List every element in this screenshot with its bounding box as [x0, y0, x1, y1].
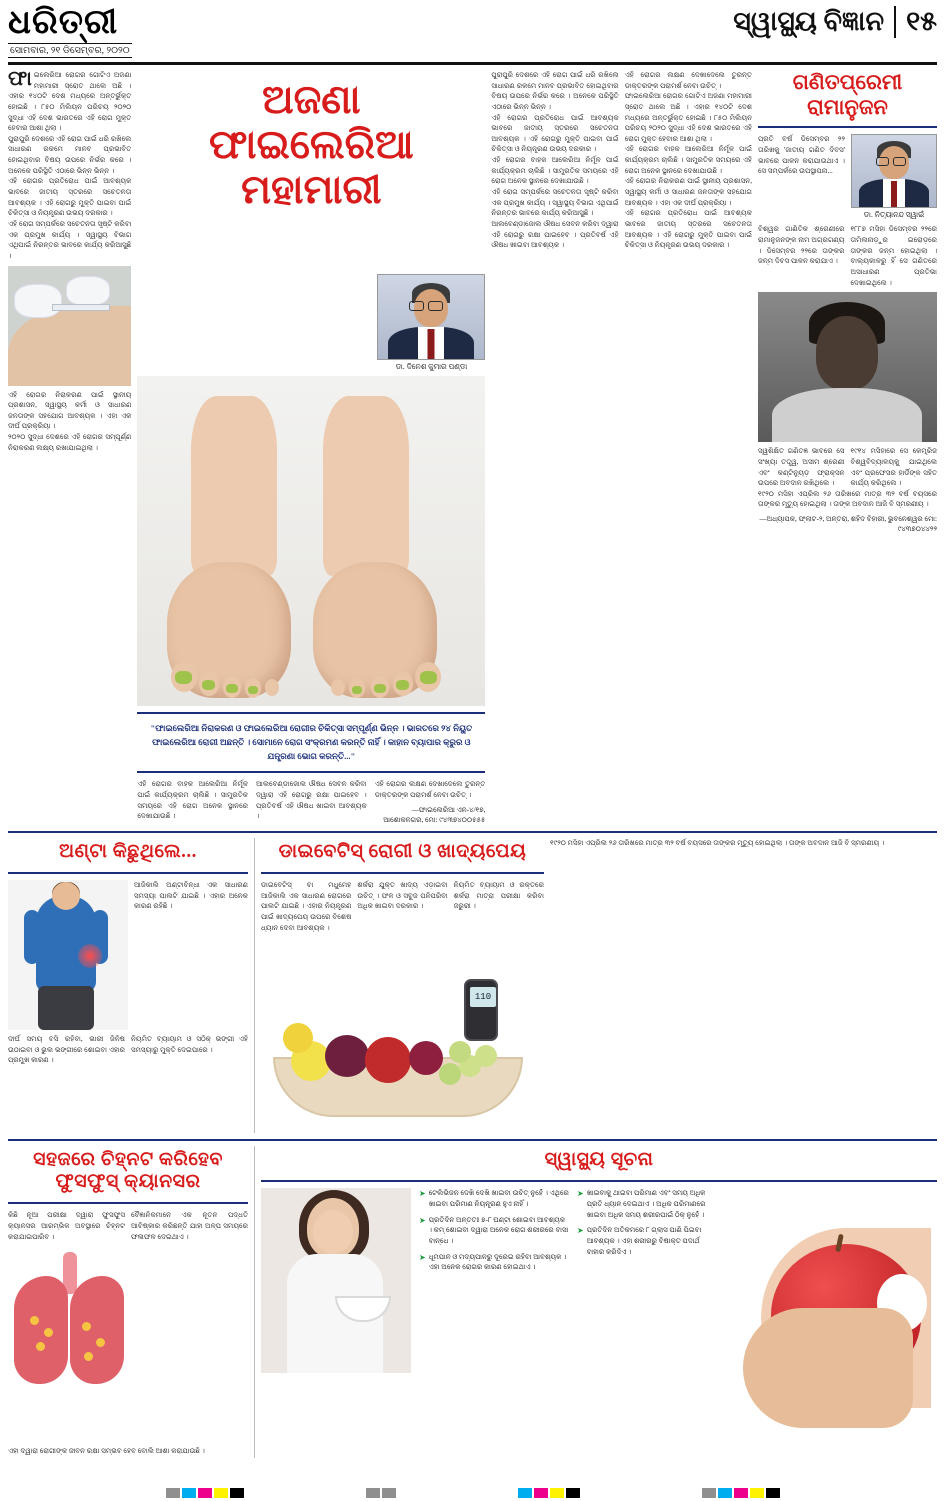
main-grid [8, 70, 937, 825]
portrait-face [816, 316, 878, 390]
tip-text: ଟେଲିଭିଜନ ଦେଖି ଦେଖି ଖାଇବା ଉଚିତ୍ ନୁହେଁ । ଏଥିରେ ଖାଇବା ପରିମାଣ ନିୟନ୍ତ୍ରଣ ହୁଏ ନାହିଁ । [428, 1189, 569, 1208]
lead-col4-p2: ଫାଇଲେରିଆ ରୋଗର ଗୋଟିଏ ଅଜଣା ମହାମାରୀ ସ୍ରୋତ ଥାଲେ ଅଛି । ଏହାର ୧୪୦ଟି ଦେଶ ମଧ୍ୟରେ ଅନ୍ତର୍ଭୁକ୍ତ ହୋଇଛି । ୮୫୦ ମିଲିୟନ ପରିଚୟ ୨୦୨୦ ସୁଦ୍ଧା ଏହି ଦେଶ ଭାରତରେ ଏହି ରୋଗ ମୁକ୍ତ ହେବାର ଆଶା ଥିଲା । [624, 92, 752, 143]
bottom-row-2 [8, 1139, 937, 1458]
pain-indicator-icon [78, 944, 102, 968]
arrow-icon: ➤ [419, 1189, 426, 1199]
tip-text: ପ୍ରତିଦିନ ଅତିକମରେ ୮ ଗ୍ଲାସ ପାଣି ପିଇବା ଆବଶ୍ୟକ । ଏହା ଶରୀରରୁ ବିଷାକ୍ତ ପଦାର୍ଥ ବାହାର କରିଦିଏ । [586, 1226, 702, 1256]
glasses-left-icon [876, 157, 889, 166]
glasses-right-icon [893, 157, 906, 166]
column-2-feature [137, 70, 485, 825]
back-pain-title: ଅଣ୍ଟା କିଛୁଥିଲେ... [59, 841, 197, 863]
right-big-toenail [420, 671, 437, 684]
lead-headline [137, 70, 485, 270]
column-4 [625, 70, 752, 825]
swatch-cyan [182, 1488, 196, 1498]
tips-column-2 [577, 1188, 717, 1458]
lung-title-line-1: ସହଜରେ ଚିହ୍ନଟ କରିହେବ [33, 1149, 223, 1171]
diabetes-p1: ଡାଇବେଟିସ୍ ବା ମଧୁମେହ ଆଜିକାଲି ଏକ ସାଧାରଣ ରୋଗରେ ପାଲଟି ଯାଇଛି । ଏହାର ନିୟନ୍ତ୍ରଣ ପାଇଁ ଖାଦ୍ୟପେୟ ଉପରେ ବିଶେଷ ଧ୍ୟାନ ଦେବା ଆବଶ୍ୟକ । [261, 881, 352, 932]
ramanujan-p2: ୧୮୮୭ ମସିହା ଡିସେମ୍ବର ୨୨ରେ ତାମିଲନାଡ଼ୁର ଇରୋଡ଼ରେ ତାଙ୍କର ଜନ୍ମ ହୋଇଥିଲା । ବାଲ୍ୟକାଳରୁ ହିଁ ସେ ଗଣିତରେ ଅସାଧାରଣ ପ୍ରତିଭା ଦେଖାଇଥିଲେ । [850, 225, 938, 287]
back-pain-photo [8, 880, 128, 1030]
right-toenail-3 [374, 684, 386, 693]
ramanujan-p5: ୧୯୨୦ ମସିହା ଏପ୍ରିଲ ୨୬ ତାରିଖରେ ମାତ୍ର ୩୨ ବର୍ଷ ବୟସରେ ତାଙ୍କର ମୃତ୍ୟୁ ହୋଇଥିଲା । ତାଙ୍କ ଅବଦାନ ଆଜି ବି ସ୍ମରଣୀୟ । [757, 489, 937, 509]
ramanujan-title [758, 70, 937, 120]
section-header [733, 6, 937, 38]
health-tips-title: ସ୍ୱାସ୍ଥ୍ୟ ସୂଚନା [544, 1149, 654, 1171]
lead-author-caption: ଡା. ଦିନେଶ କୁମାର ପଣ୍ଡା [395, 362, 468, 371]
tip-text: ଧୂମପାନ ଓ ମଦ୍ୟପାନରୁ ଦୂରେଇ ରହିବା ଆବଶ୍ୟକ । ଏହା ଅନେକ ରୋଗର କାରଣ ହୋଇଥାଏ । [428, 1252, 567, 1272]
portrait-torso [772, 388, 922, 442]
lung-left [14, 1276, 68, 1384]
lead-col1-p3: ଏହି ରୋଗର ପ୍ରତିରୋଧ ପାଇଁ ଆବଶ୍ୟକ ଭାବରେ ଜାତୀୟ ସ୍ତରରେ ସଚେତନତା ଆବଶ୍ୟକ । ଏହି ରୋଗରୁ ମୁକ୍ତି ପାଇବା ପାଇଁ ଚିକିତ୍ସା ଓ ନିୟନ୍ତ୍ରଣ ଉଭୟ ଦରକାର । [8, 177, 132, 218]
apple-bite-photo [725, 1188, 937, 1458]
column-5-ramanujan [758, 70, 937, 825]
lead-col4-p5: ଏହି ରୋଗର ପ୍ରତିରୋଧ ପାଇଁ ଆବଶ୍ୟକ ଭାବରେ ଜାତୀୟ ସ୍ତରରେ ସଚେତନତା ଆବଶ୍ୟକ । ଏହି ରୋଗରୁ ମୁକ୍ତି ପାଇବା ପାଇଁ ଚିକିତ୍ସା ଓ ନିୟନ୍ତ୍ରଣ ଉଭୟ ଦରକାର । [624, 209, 752, 250]
right-toenail-2 [396, 680, 409, 690]
lead-col3-p5: ଆଲବେଣ୍ଡାଜୋଲ ଔଷଧ ସେବନ କରିବା ଦ୍ୱାରା ଏହି ରୋଗରୁ ରକ୍ଷା ପାଇହେବ । ପ୍ରତିବର୍ଷ ଏହି ଔଷଧ ଖାଇବା ଆବଶ୍ୟକ । [491, 219, 619, 250]
lung-cancer-article [8, 1146, 248, 1458]
leg-shape [8, 306, 131, 385]
back-pain-article [8, 838, 248, 1133]
arrow-icon: ➤ [419, 1252, 426, 1262]
swatch-black-3 [766, 1488, 780, 1498]
man-head [52, 882, 80, 910]
swatch-cyan-3 [718, 1488, 732, 1498]
lead-col1-p4: ଏହି ରୋଗ ସମ୍ପର୍କରେ ସଚେତନତା ସୃଷ୍ଟି କରିବା ଏକ ପ୍ରମୁଖ କାର୍ଯ୍ୟ । ସ୍ୱାସ୍ଥ୍ୟ ବିଭାଗ ଏଥିପାଇଁ ନିରନ୍ତର ଭାବରେ କାର୍ଯ୍ୟ କରିଆସୁଛି । [8, 219, 132, 260]
diabetes-p3: ନିୟମିତ ବ୍ୟାୟାମ ଓ ରକ୍ତରେ ଶର୍କରା ମାତ୍ରା ପରୀକ୍ଷା କରିବା ଜରୁରୀ । [453, 881, 544, 911]
author-photo [377, 274, 485, 360]
divider-blue-1 [758, 126, 937, 128]
lead-col1-p6: ୨୦୨୦ ସୁଦ୍ଧା ଦେଶରେ ଏହି ରୋଗର ସମ୍ପୂର୍ଣ୍ଣ ନିରାକରଣ ଲକ୍ଷ୍ୟ ରଖାଯାଇଥିଲା । [8, 433, 132, 452]
lead-col3-p2: ଏହି ରୋଗର ପ୍ରତିରୋଧ ପାଇଁ ଆବଶ୍ୟକ ଭାବରେ ଜାତୀୟ ସ୍ତରରେ ସଚେତନତା ଆବଶ୍ୟକ । ଏହି ରୋଗରୁ ମୁକ୍ତି ପାଇବା ପାଇଁ ଚିକିତ୍ସା ଓ ନିୟନ୍ତ୍ରଣ ଉଭୟ ଦରକାର । [491, 113, 619, 154]
section-title: ସ୍ୱାସ୍ଥ୍ୟ ବିଜ୍ଞାନ [733, 6, 885, 36]
pull-quote: "ଫାଇଲେରିଆ ନିରାକରଣ ଓ ଫାଇଲେରିଆ ରୋଗୀର ଚିକିତ୍ସା ସମ୍ପୂର୍ଣ୍ଣ ଭିନ୍ନ । ଭାରତରେ ୨୪ ନିୟୁତ ଫାଇଲେରିଆ ରୋଗୀ ଅଛନ୍ତି । ସୋମାନେ ରୋଗ ସଂକ୍ରମଣ କରନ୍ତି ନାହିଁ । କାହାନ ବ୍ୟାପାର କ୍ରୁର ଓ ଯନ୍ତ୍ରଣା ଭୋଗ କରନ୍ତି..." [137, 712, 485, 773]
glove-right-icon [66, 276, 110, 306]
ramanujan-title-line-1: ଗଣିତପ୍ରେମୀ [792, 70, 903, 94]
lung-p1: କିଛି ନୂଆ ପରୀକ୍ଷା ଦ୍ୱାରା ଫୁସଫୁସ କ୍ୟାନସର ଆରମ୍ଭିକ ଅବସ୍ଥାରେ ଚିହ୍ନଟ କରାଯାଇପାରିବ । [8, 1211, 125, 1241]
bottom-row-1 [8, 831, 937, 1133]
fruit-bowl-photo [261, 933, 544, 1133]
left-toe-5 [265, 679, 279, 696]
headline-line-1: ଅଜଣା [262, 77, 361, 122]
ramanujan-title-line-2: ରାମାନୁଜନ [807, 95, 888, 120]
lead-col4-p4: ଏହି ରୋଗର ନିରାକରଣ ପାଇଁ ସ୍ଥାନୀୟ ପ୍ରଶାସନ, ସ୍ୱାସ୍ଥ୍ୟ କର୍ମୀ ଓ ସାଧାରଣ ଜନତାଙ୍କ ସହଯୋଗ ଆବଶ୍ୟକ । ଏହା ଏକ ଦୀର୍ଘ ପ୍ରକ୍ରିୟା । [624, 177, 752, 207]
diabetes-p2: ଶର୍କରା ଯୁକ୍ତ ଖାଦ୍ୟ ଏଡ଼ାଇବା ଉଚିତ୍ । ଫଳ ଓ ସବୁଜ ପନିପରିବା ଅଧିକ ଖାଇବା ଦରକାର । [357, 881, 448, 911]
swatch-magenta-3 [734, 1488, 748, 1498]
divider-blue-3 [261, 872, 544, 874]
left-toenail-3 [226, 684, 238, 693]
swatch-cyan-2 [518, 1488, 532, 1498]
ramanujan-p1: ବିଶ୍ୱର ଗାଣିତିକ ଶ୍ରେଣୀରେ ରାମାନୁଜନଙ୍କ ନାମ ଅଗ୍ରଗଣ୍ୟ । ଡିସେମ୍ବର ୨୨ରେ ତାଙ୍କର ଜନ୍ମ ଦିବସ ପାଳନ କରାଯାଏ । [757, 225, 845, 266]
ramanujan-p4: ୧୯୧୪ ମସିହାରେ ସେ କେମ୍ବ୍ରିଜ ବିଶ୍ୱବିଦ୍ୟାଳୟକୁ ଯାଇଥିଲେ ଏବଂ ପ୍ରଫେସର ହାର୍ଡିଙ୍କ ସହିତ କାର୍ଯ୍ୟ କରିଥିଲେ । [850, 447, 938, 488]
lead-col4-p1: ଏହି ରୋଗର ଲକ୍ଷଣ ଦେଖାଦେଲେ ତୁରନ୍ତ ଡାକ୍ତରଙ୍କ ପରାମର୍ଶ ନେବା ଉଚିତ୍ । [624, 71, 752, 90]
swatch-black-2 [566, 1488, 580, 1498]
tip-text: ଖାଇବାକୁ ଥାଇବା ପରିମାଣ ଏବଂ ସମୟ ଅଧିକ ପ୍ରତି ଧ୍ୟାନ ଦେଇଥାଏ । ଅଧିକ ପରିମାଣରେ ଖାଇବା ଅଧିକ ସମୟ ଶରୀରପାଇଁ ଠିକ୍ ନୁହେଁ । [586, 1189, 706, 1219]
right-toenail-4 [352, 686, 362, 694]
lead-col1-p1: ଫାଇଲେରିଆ ରୋଗର ଗୋଟିଏ ଅଜଣା ମହାମାରୀ ସ୍ରୋତ ଥାଲେ ଅଛି । ଏହାର ୧୪୦ଟି ଦେଶ ମଧ୍ୟରେ ଅନ୍ତର୍ଭୁକ୍ତ ହୋଇଛି । ୮୫୦ ମିଲିୟନ ପରିଚୟ ୨୦୨୦ ସୁଦ୍ଧା ଏହି ଦେଶ ଭାରତରେ ଏହି ରୋଗ ମୁକ୍ତ ହେବାର ଆଶା ଥିଲା । [8, 68, 132, 133]
lead-author-block [137, 274, 485, 372]
fruit-apple [365, 1037, 411, 1083]
glasses-right-icon [428, 301, 443, 311]
swatch-black [230, 1488, 244, 1498]
publication-logo: ଧରିତ୍ରୀ [8, 4, 119, 41]
lead-col2-p3: ଏହି ରୋଗର ଲକ୍ଷଣ ଦେଖାଦେଲେ ତୁରନ୍ତ ଡାକ୍ତରଙ୍କ ପରାମର୍ଶ ନେବା ଉଚିତ୍ । [374, 780, 486, 799]
lead-col2-p1: ଏହି ରୋଗର ବାହକ ଆଲେରିଆ ନିର୍ମୂଳ ପାଇଁ କାର୍ଯ୍ୟକ୍ରମ ଚାଲିଛି । ସାମ୍ପ୍ରତିକ ସମୟରେ ଏହି ରୋଗ ଅନେକ ସ୍ଥାନରେ ଦେଖାଯାଉଛି । [137, 780, 248, 821]
headline-line-2: ଫାଇଲେରିଆ [209, 121, 414, 167]
diabetes-title: ଡାଇବେଟିସ୍ ରୋଗୀ ଓ ଖାଦ୍ୟପେୟ [278, 841, 527, 863]
woman-eating-photo [261, 1188, 411, 1373]
ramanujan-signature: —ଅଧ୍ୟାପକ, ଫ୍ଲାଟ-୨, ଅନ୍ତରା, ଶହିଦ ବିହାରୀ, ଭୁବନେଶ୍ୱର ମୋ: ୯୪୩୭୦୪୪୨୨ [759, 515, 937, 534]
back-pain-p2: ଦୀର୍ଘ ସମୟ ବସି ରହିବା, ଭାରୀ ଜିନିଷ ଉଠାଇବା ଓ ଭୁଲ ଭଙ୍ଗୀରେ ଶୋଇବା ଏହାର ପ୍ରମୁଖ କାରଣ । [8, 1035, 125, 1065]
lung-title [8, 1146, 248, 1196]
lungs-illustration [8, 1242, 248, 1442]
page-number: ୧୫ [894, 6, 937, 38]
bottom-filler-text: ୧୯୨୦ ମସିହା ଏପ୍ରିଲ ୨୬ ତାରିଖରେ ମାତ୍ର ୩୨ ବର୍ଷ ବୟସରେ ତାଙ୍କର ମୃତ୍ୟୁ ହୋଇଥିଲା । ତାଙ୍କ ଅବଦାନ ଆଜି ବି ସ୍ମରଣୀୟ । [550, 839, 885, 848]
ramanujan-p3: ସ୍ୱଶିକ୍ଷିତ ଗଣିତଜ୍ଞ ଭାବରେ ସେ ସଂଖ୍ୟା ତତ୍ତ୍ୱ, ଅସୀମ ଶ୍ରେଣୀ ଏବଂ କଣ୍ଟିନ୍ୟୁଡ଼ ଫ୍ରାକ୍ସନ ଉପରେ ଅବଦାନ ରଖିଥିଲେ । [757, 447, 845, 488]
health-tips-section [254, 1146, 937, 1458]
ramanujan-author-caption: ଡା. ନିତ୍ୟାନନ୍ଦ ସ୍ୱାଇଁ [863, 210, 925, 220]
man-arm-left [24, 910, 40, 964]
lung-title-line-2: ଫୁସଫୁସ୍ କ୍ୟାନସର [55, 1171, 201, 1193]
tie-shape [891, 181, 897, 207]
lead-col1-p5: ଏହି ରୋଗର ନିରାକରଣ ପାଇଁ ସ୍ଥାନୀୟ ପ୍ରଶାସନ, ସ୍ୱାସ୍ଥ୍ୟ କର୍ମୀ ଓ ସାଧାରଣ ଜନତାଙ୍କ ସହଯୋଗ ଆବଶ୍ୟକ । ଏହା ଏକ ଦୀର୍ଘ ପ୍ରକ୍ରିୟା । [8, 390, 132, 431]
lead-col3-p4: ଏହି ରୋଗ ସମ୍ପର୍କରେ ସଚେତନତା ସୃଷ୍ଟି କରିବା ଏକ ପ୍ରମୁଖ କାର୍ଯ୍ୟ । ସ୍ୱାସ୍ଥ୍ୟ ବିଭାଗ ଏଥିପାଇଁ ନିରନ୍ତର ଭାବରେ କାର୍ଯ୍ୟ କରିଆସୁଛି । [491, 188, 619, 218]
swatch-gray-3 [382, 1488, 396, 1498]
filariasis-feet-photo [137, 376, 485, 706]
lead-col3-p3: ଏହି ରୋଗର ବାହକ ଆଲେରିଆ ନିର୍ମୂଳ ପାଇଁ କାର୍ଯ୍ୟକ୍ରମ ଚାଲିଛି । ସାମ୍ପ୍ରତିକ ସମୟରେ ଏହି ରୋଗ ଅନେକ ସ୍ଥାନରେ ଦେଖାଯାଉଛି । [491, 156, 619, 186]
tip-text: ପ୍ରତିଦିନ ଅନ୍ତତଃ ୭-୮ ଘଣ୍ଟା ଶୋଇବା ଆବଶ୍ୟକ । କମ୍ ଶୋଇବା ଦ୍ୱାରା ଅନେକ ରୋଗ ଶରୀରରେ ବାସା ବାନ୍ଧେ । [428, 1215, 569, 1245]
man-pants [38, 986, 94, 1030]
arrow-icon: ➤ [419, 1215, 426, 1225]
diabetes-article [254, 838, 544, 1133]
tip-item [577, 1225, 717, 1257]
glucose-reading: 110 [470, 987, 496, 1007]
ramanujan-portrait [758, 292, 937, 442]
left-big-toenail [175, 671, 192, 684]
tips-column-1 [419, 1188, 569, 1458]
syringe-icon [52, 304, 110, 311]
lung-p2: ବୈଜ୍ଞାନିକମାନେ ଏକ ନୂତନ ପଦ୍ଧତି ଆବିଷ୍କାର କରିଛନ୍ତି ଯାହା ଅଳ୍ପ ସମୟରେ ଫଳାଫଳ ଦେଇଥାଏ । [131, 1211, 248, 1241]
divider-blue-4 [8, 1202, 248, 1204]
ramanujan-author-photo [851, 134, 937, 208]
injection-photo [8, 266, 131, 386]
hand-shape [743, 1308, 913, 1428]
glucose-meter[interactable] [464, 979, 498, 1041]
column-1 [8, 70, 131, 825]
column-3 [491, 70, 618, 825]
ramanujan-standfirst: ପ୍ରତି ବର୍ଷ ଡିସେମ୍ବର ୨୨ ତାରିଖକୁ 'ଜାତୀୟ ଗଣିତ ଦିବସ' ଭାବରେ ପାଳନ କରାଯାଉଥାଏ । ସେ ସମ୍ପର୍କରେ ଉପସ୍ଥାପନା... [757, 135, 845, 176]
tip-item [419, 1252, 569, 1273]
lead-col4-p3: ଏହି ରୋଗର ବାହକ ଆଲେରିଆ ନିର୍ମୂଳ ପାଇଁ କାର୍ଯ୍ୟକ୍ରମ ଚାଲିଛି । ସାମ୍ପ୍ରତିକ ସମୟରେ ଏହି ରୋଗ ଅନେକ ସ୍ଥାନରେ ଦେଖାଯାଉଛି । [624, 145, 752, 175]
glasses-left-icon [409, 301, 424, 311]
registration-color-bar [0, 1485, 945, 1501]
lead-signature: —ଫାଇଲେରିଆ ଏନ-୪/୧୭, ଆଶୋକନଗର, ମୋ: ୯୪୩୭୪୦୦୫୫୫ [383, 805, 486, 824]
left-ankle [191, 396, 277, 576]
masthead [8, 6, 937, 65]
fruit-plum [325, 1035, 369, 1077]
right-ankle [323, 396, 409, 576]
arrow-icon: ➤ [577, 1189, 584, 1199]
arrow-icon: ➤ [577, 1226, 584, 1236]
issue-date: ସୋମବାର, ୨୧ ଡିସେମ୍ବର, ୨୦୨୦ [8, 43, 132, 58]
swatch-gray-2 [366, 1488, 380, 1498]
glove-left-icon [14, 284, 62, 318]
tie-shape [428, 329, 435, 359]
lung-right [70, 1276, 124, 1384]
swatch-magenta-2 [534, 1488, 548, 1498]
swatch-gray [166, 1488, 180, 1498]
left-toenail-2 [202, 680, 215, 690]
tip-item [577, 1188, 717, 1220]
back-pain-p3: ନିୟମିତ ବ୍ୟାୟାମ ଓ ସଠିକ୍ ଭଙ୍ଗୀ ଏହି ସମସ୍ୟାରୁ ମୁକ୍ତି ଦେଇପାରେ । [131, 1035, 248, 1054]
masthead-left [8, 6, 132, 58]
swatch-yellow [214, 1488, 228, 1498]
swatch-yellow-2 [550, 1488, 564, 1498]
lead-col2-p2: ଆଲବେଣ୍ଡାଜୋଲ ଔଷଧ ସେବନ କରିବା ଦ୍ୱାରା ଏହି ରୋଗରୁ ରକ୍ଷା ପାଇହେବ । ପ୍ରତିବର୍ଷ ଏହି ଔଷଧ ଖାଇବା ଆବଶ୍ୟକ । [256, 780, 367, 821]
divider-blue-5 [261, 1180, 937, 1182]
divider-blue-2 [8, 872, 248, 874]
headline-line-3: ମହାମାରୀ [241, 166, 382, 212]
swatch-magenta [198, 1488, 212, 1498]
woman-face [313, 1210, 353, 1254]
lead-col3-p1: ପୁରାପୁରି ଦେଶରେ ଏହି ରୋଗ ପାଇଁ ଧରି ରଖିଲେ ସାଧାରଣ ରକମେ ମାନବ ପ୍ରଭାବିତ ହୋଇଥିବାର ବିଷୟ ଉପରେ ନିର୍ଭର କରେ । ଅନେକେ ପରିସ୍ଥିତି ଏଠାରେ ଭିନ୍ନ ଭିନ୍ନ । [491, 71, 619, 111]
lead-col1-p2: ପୁରାପୁରି ଦେଶରେ ଏହି ରୋଗ ପାଇଁ ଧରି ରଖିଲେ ସାଧାରଣ ରକମେ ମାନବ ପ୍ରଭାବିତ ହୋଇଥିବାର ବିଷୟ ଉପରେ ନିର୍ଭର କରେ । ଅନେକେ ପରିସ୍ଥିତି ଏଠାରେ ଭିନ୍ନ ଭିନ୍ନ । [8, 134, 132, 175]
lung-p3: ଏହା ଦ୍ୱାରା ରୋଗୀଙ୍କ ଜୀବନ ରକ୍ଷା ସମ୍ଭବ ହେବ ବୋଲି ଆଶା କରାଯାଉଛି । [8, 1447, 205, 1456]
back-pain-p1: ଆଜିକାଲି ଅଣ୍ଟାବିନ୍ଧା ଏକ ସାଧାରଣ ସମସ୍ୟା ପାଲଟି ଯାଇଛି । ଏହାର ଅନେକ କାରଣ ରହିଛି । [134, 881, 248, 911]
tip-item [419, 1188, 569, 1209]
swatch-yellow-3 [750, 1488, 764, 1498]
tip-item [419, 1215, 569, 1247]
left-toenail-4 [248, 686, 258, 694]
swatch-gray-4 [702, 1488, 716, 1498]
